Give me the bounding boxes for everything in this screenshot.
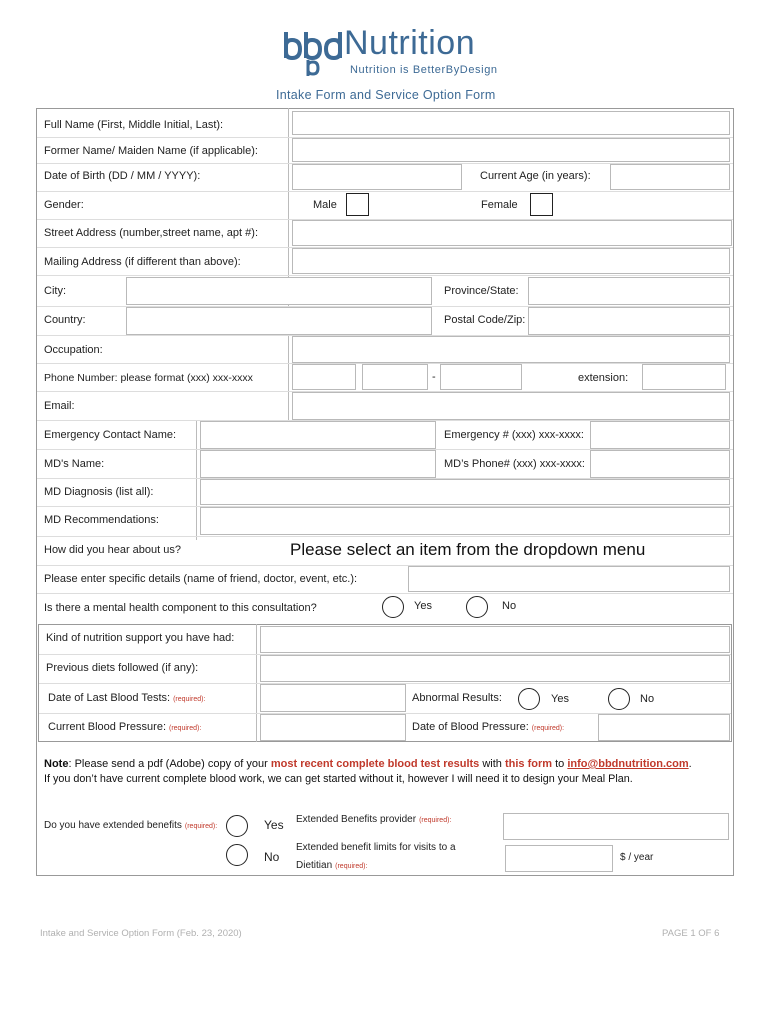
- extended-benefits-label: Do you have extended benefits (required):: [44, 820, 218, 831]
- benefits-no-radio[interactable]: [226, 844, 248, 866]
- required-note: (required):: [184, 823, 218, 830]
- full-name-label: Full Name (First, Middle Initial, Last):: [44, 119, 224, 131]
- support-had-label: Kind of nutrition support you have had:: [46, 632, 235, 644]
- md-name-label: MD's Name:: [44, 458, 105, 470]
- logo: [282, 24, 522, 84]
- dob-field[interactable]: [292, 164, 462, 190]
- abnormal-no-radio[interactable]: [608, 688, 630, 710]
- phone-dash: -: [432, 371, 436, 383]
- hear-about-label: How did you hear about us?: [44, 544, 181, 556]
- benefits-provider-field[interactable]: [503, 813, 729, 840]
- md-phone-label: MD’s Phone# (xxx) xxx-xxxx:: [444, 458, 585, 470]
- md-recommendations-label: MD Recommendations:: [44, 514, 159, 526]
- benefit-limits-field[interactable]: [505, 845, 613, 872]
- bbd-logo-icon: [282, 26, 348, 78]
- md-diagnosis-field[interactable]: [200, 479, 730, 505]
- current-age-label: Current Age (in years):: [480, 170, 591, 182]
- abnormal-yes-radio[interactable]: [518, 688, 540, 710]
- previous-diets-label: Previous diets followed (if any):: [46, 662, 199, 674]
- occupation-field[interactable]: [292, 336, 730, 363]
- female-label: Female: [481, 199, 518, 211]
- phone-area-code-field[interactable]: [292, 364, 356, 390]
- phone-prefix-field[interactable]: [362, 364, 428, 390]
- mailing-address-label: Mailing Address (if different than above):: [44, 256, 241, 268]
- dob-label: Date of Birth (DD / MM / YYYY):: [44, 170, 201, 182]
- date-bp-label: Date of Blood Pressure: (required):: [412, 721, 565, 733]
- md-phone-field[interactable]: [590, 450, 730, 478]
- previous-diets-field[interactable]: [260, 655, 730, 682]
- last-blood-tests-field[interactable]: [260, 684, 406, 712]
- benefits-yes-radio[interactable]: [226, 815, 248, 837]
- required-note: (required):: [173, 696, 206, 703]
- benefit-limits-label: Extended benefit limits for visits to a: [296, 842, 456, 853]
- city-label: City:: [44, 285, 66, 297]
- street-address-label: Street Address (number,street name, apt #):: [44, 227, 258, 239]
- male-label: Male: [313, 199, 337, 211]
- mental-health-yes-label: Yes: [414, 600, 432, 612]
- md-diagnosis-label: MD Diagnosis (list all):: [44, 486, 154, 498]
- country-field[interactable]: [126, 307, 432, 335]
- emergency-number-label: Emergency # (xxx) xxx-xxxx:: [444, 429, 584, 441]
- emergency-number-field[interactable]: [590, 421, 730, 449]
- current-bp-label: Current Blood Pressure: (required):: [48, 721, 202, 733]
- benefit-limits-label-2: Dietitian (required):: [296, 860, 368, 871]
- email-field[interactable]: [292, 392, 730, 420]
- phone-label: Phone Number: please format (xxx) xxx-xxxx: [44, 372, 253, 384]
- extension-label: extension:: [578, 372, 629, 384]
- divider: [37, 536, 733, 537]
- abnormal-no-label: No: [640, 693, 655, 705]
- emergency-contact-label: Emergency Contact Name:: [44, 429, 177, 441]
- benefits-provider-label: Extended Benefits provider (required):: [296, 814, 452, 825]
- support-had-field[interactable]: [260, 626, 730, 653]
- footer-page-number: PAGE 1 OF 6: [662, 928, 720, 939]
- frame-divider: [196, 420, 197, 540]
- province-label: Province/State:: [444, 285, 519, 297]
- md-recommendations-field[interactable]: [200, 507, 730, 535]
- blood-work-note: If you don’t have current complete blood work, we can get started without it, however I will need it to design your Meal Plan.: [44, 773, 633, 785]
- last-blood-tests-label: Date of Last Blood Tests: (required):: [48, 692, 206, 704]
- md-name-field[interactable]: [200, 450, 436, 478]
- postal-code-field[interactable]: [528, 307, 730, 335]
- occupation-label: Occupation:: [44, 344, 103, 356]
- divider: [37, 593, 733, 594]
- email-label: Email:: [44, 400, 75, 412]
- required-note: (required):: [335, 863, 368, 870]
- emergency-contact-field[interactable]: [200, 421, 436, 449]
- mental-health-yes-radio[interactable]: [382, 596, 404, 618]
- former-name-field[interactable]: [292, 138, 730, 162]
- mental-health-no-radio[interactable]: [466, 596, 488, 618]
- gender-label: Gender:: [44, 199, 84, 211]
- specific-details-field[interactable]: [408, 566, 730, 592]
- mailing-address-field[interactable]: [292, 248, 730, 274]
- footer-form-name: Intake and Service Option Form (Feb. 23, 2020): [40, 928, 242, 939]
- abnormal-results-label: Abnormal Results:: [412, 692, 502, 704]
- street-address-field[interactable]: [292, 220, 732, 246]
- mental-health-label: Is there a mental health component to this consultation?: [44, 602, 317, 614]
- abnormal-yes-label: Yes: [551, 693, 569, 705]
- postal-code-label: Postal Code/Zip:: [444, 314, 526, 326]
- specific-details-label: Please enter specific details (name of friend, doctor, event, etc.):: [44, 573, 358, 585]
- province-field[interactable]: [528, 277, 730, 305]
- hear-about-dropdown[interactable]: Please select an item from the dropdown menu: [290, 540, 646, 559]
- tagline: Nutrition is BetterByDesign: [350, 64, 498, 76]
- female-checkbox[interactable]: [530, 193, 553, 216]
- divider: [37, 191, 733, 192]
- required-note: (required):: [419, 817, 452, 824]
- current-bp-field[interactable]: [260, 714, 406, 741]
- city-field[interactable]: [126, 277, 432, 305]
- divider: [37, 275, 733, 276]
- phone-line-field[interactable]: [440, 364, 522, 390]
- full-name-field[interactable]: [292, 111, 730, 135]
- country-label: Country:: [44, 314, 86, 326]
- date-bp-field[interactable]: [598, 714, 730, 741]
- extension-field[interactable]: [642, 364, 726, 390]
- blood-test-note: Note: Please send a pdf (Adobe) copy of your most recent complete blood test results with this form to info@bbdnutrition.com.: [44, 758, 692, 770]
- form-title: Intake Form and Service Option Form: [276, 88, 496, 102]
- email-link[interactable]: info@bbdnutrition.com: [567, 758, 689, 770]
- required-note: (required):: [169, 725, 202, 732]
- benefits-no-label: No: [264, 850, 280, 864]
- mental-health-no-label: No: [502, 600, 517, 612]
- former-name-label: Former Name/ Maiden Name (if applicable):: [44, 145, 258, 157]
- required-note: (required):: [531, 725, 565, 732]
- logo-brand-text: Nutrition: [344, 24, 476, 62]
- male-checkbox[interactable]: [346, 193, 369, 216]
- per-year-label: $ / year: [620, 852, 654, 863]
- current-age-field[interactable]: [610, 164, 730, 190]
- benefits-yes-label: Yes: [264, 818, 284, 832]
